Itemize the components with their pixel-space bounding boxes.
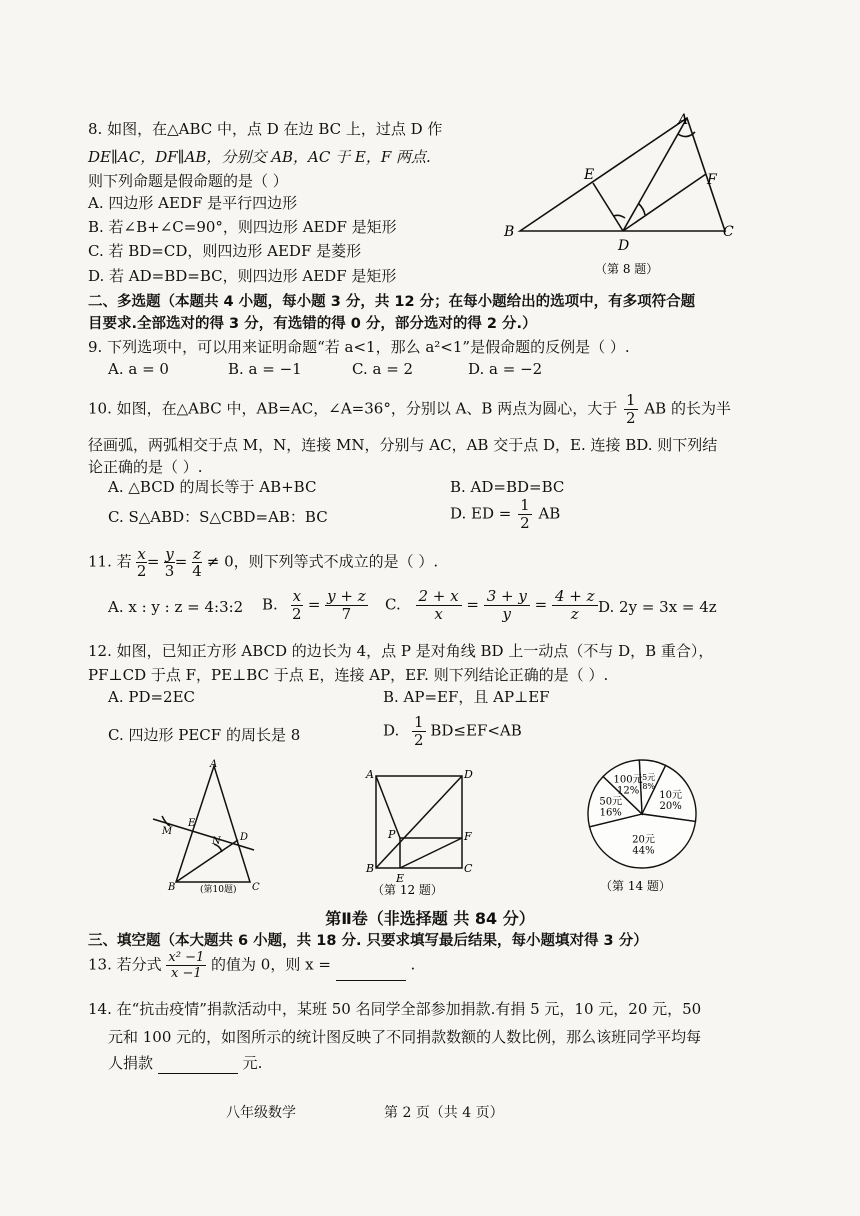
q11-b-d2: 7 [341,605,352,623]
q10-caption: (第10题) [200,885,237,895]
q8-segment-ad [623,118,687,231]
q12-d-post: BD≤EF<AB [430,721,522,740]
q11-c-pre: C. [385,595,401,614]
q11-b-d1: 2 [292,605,302,623]
q11-stem: 11. 若 $\frac{x}{2}$ = $\frac{y}{3}$ = $\frac{z}{4}$ ≠ 0，则下列等式不成立的是（ ）. [88,545,439,580]
q11-c-n2: 3 + y [484,588,530,606]
pie-pct-4: 12% [616,785,640,797]
q13-end: . [410,955,416,974]
pie-pct-1: 20% [659,800,682,812]
q8-label-d: D [618,238,630,254]
q10-figure [148,758,278,896]
q12-d-fraction [412,714,426,749]
pie-label-1: 10元 [659,789,682,801]
q12-label-b: B [366,862,375,875]
q14-line1: 14. 在“抗击疫情”捐款活动中，某班 50 名同学全部参加捐款.有捐 5 元，10 元，20 元，50 [88,1000,702,1018]
q11-c-d3: z [570,605,579,623]
q11-b-n2: y + z [327,587,366,605]
q12-option-d [383,714,522,749]
q10-option-d-post: AB [538,504,561,523]
q11-c-d2: y [502,605,512,623]
q11-option-d: D. 2y = 3x = 4z [598,598,717,616]
q12-diagonal-bd [376,776,462,868]
q9-option-c: C. a = 2 [352,360,414,378]
q11-f1d: 2 [136,562,147,580]
pie-pct-2: 44% [632,845,655,857]
q14-l3-post: 元. [242,1054,263,1072]
q10-line1 [88,392,731,427]
q13-post: 的值为 0，则 x = [211,955,331,974]
q10-option-b: B. AD=BD=BC [450,478,565,496]
q10-option-d [450,497,560,532]
q8-option-b: B. 若∠B+∠C=90°，则四边形 AEDF 是矩形 [88,218,397,236]
q10-label-n: N [212,836,221,847]
q12-caption: （第 12 题） [372,883,443,897]
q8-angle-mark-d2 [639,204,645,215]
q11-c-n3: 4 + z [552,588,598,606]
section3-heading: 三、填空题（本大题共 6 小题，共 18 分. 只要求填写最后结果，每小题填对得 3 分） [88,933,648,949]
q8-segment-df [623,174,706,231]
q8-label-b: B [504,224,515,240]
q10-option-c: C. S△ABD：S△CBD=AB：BC [108,508,328,526]
pie-label-2: 20元 [632,834,655,846]
footer-subject: 八年级数学 [226,1105,296,1121]
q8-option-a: A. 四边形 AEDF 是平行四边形 [88,194,298,212]
q8-figure [495,108,745,283]
q8-line3: 则下列命题是假命题的是（ ） [88,172,288,190]
q11-f1n: x [137,545,146,563]
q8-caption: （第 8 题） [595,262,659,276]
q11-option-a: A. x : y : z = 4:3:2 [108,598,244,616]
q8-label-e: E [584,167,595,183]
q11-option-b: B. $\frac{x}{2}$ = $\frac{y + z}{7}$ [262,587,366,623]
q11-b-n1: x [292,587,302,605]
q14-line3 [108,1052,262,1074]
q11-c-frac3 [552,588,598,623]
q11-b-pre: B. [262,595,278,614]
q9-option-b: B. a = −1 [228,360,302,378]
q10-label-e: E [188,818,196,829]
q13-pre: 13. 若分式 [88,955,162,974]
q10-segment-bd [176,840,238,882]
q12-segment-ef [400,838,462,868]
q10-label-b: B [168,882,176,893]
q12-label-a: A [366,768,374,781]
q10-label-a: A [210,759,218,770]
q12-d-pre: D. [383,721,400,740]
footer-page-number: 第 2 页（共 4 页） [384,1105,504,1121]
q14-answer-blank[interactable] [158,1057,238,1074]
q11-pre: 11. 若 [88,552,132,571]
q10-arc-m [162,816,170,826]
q8-label-a: A [678,112,689,128]
q12-figure [362,766,502,898]
q9-option-a: A. a = 0 [108,360,169,378]
q11-f2n: y [165,545,174,563]
q11-frac-x [136,546,146,579]
q11-post: ≠ 0，则下列等式不成立的是（ ）. [206,552,439,571]
q10-line1-a: 10. 如图，在△ABC 中，AB=AC，∠A=36°，分别以 A、B 两点为圆心，大于 [88,399,618,418]
q8-option-c: C. 若 BD=CD，则四边形 AEDF 是菱形 [88,242,362,260]
q12-label-e: E [396,872,405,885]
q12-label-f: F [464,830,472,843]
q10-d-den: 2 [520,514,530,532]
q11-option-c: C. $\frac{2 + x}{x}$ = $\frac{3 + y}{y}$ = $\frac{4 + z}{z}$ [385,588,598,623]
q11-f3n: z [193,545,201,563]
q10-d-num: 1 [520,496,530,514]
q8-segment-de [593,183,623,231]
q13-fraction [166,950,206,981]
pie-label-4: 100元 [613,774,643,786]
q11-frac-y [164,546,174,579]
q8-option-d: D. 若 AD=BD=BC，则四边形 AEDF 是矩形 [88,267,397,285]
q10-line3: 论正确的是（ ）. [88,458,203,476]
q10-frac-num: 1 [626,391,636,409]
q13 [88,950,415,981]
pie-label-3: 50元 [599,796,623,808]
q12-line2: PF⊥CD 于点 F，PE⊥BC 于点 E，连接 AP，EF. 则下列结论正确的是（ ）. [88,666,609,684]
q10-label-d: D [240,832,249,843]
q12-d-num: 1 [414,713,424,731]
q12-label-c: C [464,862,473,875]
q11-frac-z [192,546,202,579]
q12-option-b: B. AP=EF，且 AP⊥EF [383,688,550,706]
q11-c-d1: x [434,605,443,623]
q11-f3d: 4 [192,562,202,580]
q10-line1-b: AB 的长为半 [644,399,731,418]
q14-l3-pre: 人捐款 [108,1054,154,1072]
q12-option-c: C. 四边形 PECF 的周长是 8 [108,726,301,744]
part2-heading: 第Ⅱ卷（非选择题 共 84 分） [325,909,535,928]
q12-label-d: D [464,768,473,781]
q11-b-frac1 [291,588,303,623]
q12-option-a: A. PD=2EC [108,688,196,706]
q11-c-frac1 [416,588,462,623]
q8-line1: 8. 如图，在△ABC 中，点 D 在边 BC 上，过点 D 作 [88,120,443,138]
q8-line2: DE∥AC，DF∥AB，分别交 AB，AC 于 E，F 两点. [88,148,431,166]
q12-label-p: P [388,828,396,841]
q14-pie-figure [580,756,710,896]
q10-d-fraction [518,497,532,532]
q10-label-c: C [252,882,260,893]
q12-line1: 12. 如图，已知正方形 ABCD 的边长为 4，点 P 是对角线 BD 上一动点（不与 D，B 重合）， [88,642,714,660]
pie-label-0: 5元 [642,773,656,783]
q10-option-d-pre: D. ED = [450,504,512,523]
q11-f2d: 3 [164,562,175,580]
q8-label-f: F [707,172,717,188]
q8-label-c: C [723,224,734,240]
q9-option-d: D. a = −2 [468,360,543,378]
q11-b-frac2 [325,588,367,623]
q14-caption: （第 14 题） [600,879,671,893]
q10-fraction [624,392,638,427]
q8-triangle-abc [520,118,725,231]
q14-line2: 元和 100 元的，如图所示的统计图反映了不同捐款数额的人数比例，那么该班同学平均每 [108,1028,702,1046]
q13-num: x² −1 [168,950,205,965]
q11-c-frac2 [484,588,530,623]
q12-d-den: 2 [414,731,424,749]
q8-angle-mark-d [614,215,625,218]
q10-line2: 径画弧，两弧相交于点 M，N，连接 MN，分别与 AC，AB 交于点 D，E. 连接 BD. 则下列结 [88,436,718,454]
q10-frac-den: 2 [626,409,636,427]
pie-pct-3: 16% [599,807,622,819]
q10-option-a: A. △BCD 的周长等于 AB+BC [108,478,317,496]
pie-pct-0: 8% [642,782,656,792]
q13-den: x −1 [171,966,202,981]
q11-c-n1: 2 + x [416,588,462,606]
section2-heading-line1: 二、多选题（本题共 4 小题，每小题 3 分，共 12 分；在每小题给出的选项中，有多项符合题 [88,294,696,310]
q9-stem: 9. 下列选项中，可以用来证明命题“若 a<1，那么 a²<1”是假命题的反例是（ ）. [88,338,630,356]
section2-heading-line2: 目要求.全部选对的得 3 分，有选错的得 0 分，部分选对的得 2 分.） [88,316,537,332]
q10-label-m: M [162,826,173,837]
q13-answer-blank[interactable] [336,964,406,981]
